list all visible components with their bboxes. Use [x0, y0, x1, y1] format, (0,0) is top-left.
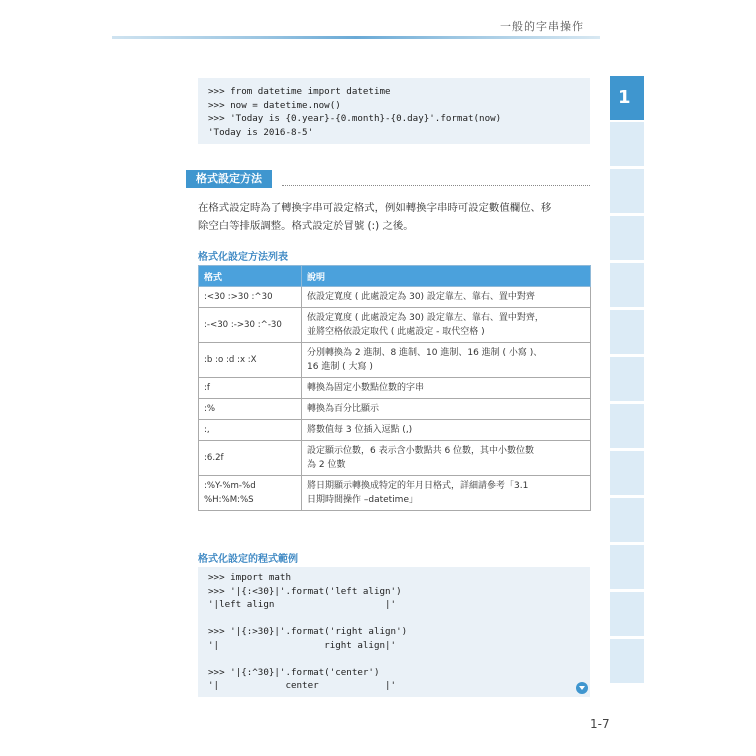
table-row: [199, 476, 591, 511]
description-cell: [302, 378, 591, 399]
format-cell: [199, 378, 302, 399]
code-line: [208, 612, 580, 626]
description-cell: [302, 399, 591, 420]
description-text: 將日期顯示轉換成特定的年月日格式，詳細請參考「3.1: [307, 481, 529, 491]
format-text: :<30 :>30 :^30: [204, 292, 273, 302]
table-row: [199, 378, 591, 399]
chapter-tab[interactable]: [610, 263, 644, 307]
format-cell: [199, 476, 302, 511]
section-title: 格式設定方法: [186, 170, 272, 188]
code-line: >>> from datetime import datetime: [208, 86, 391, 97]
chapter-tab-label: 1: [618, 87, 631, 108]
chapter-tab[interactable]: [610, 498, 644, 542]
format-text: :f: [204, 383, 210, 393]
format-cell: [199, 399, 302, 420]
paragraph-line: 在格式設定時為了轉換字串可設定格式，例如轉換字串時可設定數值欄位、移: [198, 202, 552, 214]
description-cell: [302, 441, 591, 476]
chapter-tab[interactable]: [610, 357, 644, 401]
chapter-tab[interactable]: [610, 404, 644, 448]
chapter-tab[interactable]: [610, 169, 644, 213]
chapter-tab[interactable]: [610, 639, 644, 683]
description-text: 轉換為百分比顯示: [307, 404, 380, 414]
section-heading: [186, 170, 590, 188]
code-line: '|left align |': [208, 599, 397, 610]
code-block-format-example: [198, 567, 590, 697]
running-header-title: 一般的字串操作: [500, 20, 584, 33]
description-text: 轉換為固定小數點位數的字串: [307, 383, 425, 393]
description-cell: [302, 308, 591, 343]
description-cell: [302, 287, 591, 308]
format-cell: [199, 308, 302, 343]
format-cell: [199, 441, 302, 476]
description-cell: [302, 476, 591, 511]
description-text: 日期時間操作 –datetime」: [307, 495, 418, 505]
code-line: [208, 652, 580, 666]
format-text: :%: [204, 404, 216, 414]
chapter-tab[interactable]: [610, 216, 644, 260]
description-text: 16 進制 ( 大寫 ): [307, 362, 373, 372]
description-text: 將數值每 3 位插入逗點 (,): [307, 425, 413, 435]
table-row: [199, 343, 591, 378]
table-row: [199, 287, 591, 308]
format-text: :6.2f: [204, 453, 224, 463]
header-rule: [112, 36, 600, 39]
description-text: 為 2 位數: [307, 460, 346, 470]
format-cell: [199, 343, 302, 378]
table-header-row: [199, 266, 591, 287]
format-text: %H:%M:%S: [204, 495, 254, 505]
description-text: 依設定寬度 ( 此處設定為 30) 設定靠左、靠右、置中對齊: [307, 292, 535, 302]
description-text: 並將空格依設定取代 ( 此處設定 - 取代空格 ): [307, 327, 485, 337]
table-row: [199, 420, 591, 441]
code-line: 'Today is 2016-8-5': [208, 126, 314, 138]
table-row: [199, 399, 591, 420]
code-line: >>> '|{:^30}|'.format('center'): [208, 666, 380, 678]
paragraph-line: 除空白等排版調整。格式設定於冒號 (:) 之後。: [198, 220, 414, 232]
chapter-tab[interactable]: [610, 592, 644, 636]
code-line: '| right align|': [208, 639, 397, 651]
column-header-format: 格式: [199, 266, 302, 287]
format-spec-table: [198, 265, 591, 511]
chapter-tab[interactable]: [610, 310, 644, 354]
chapter-tab[interactable]: [610, 545, 644, 589]
example-caption: 格式化設定的程式範例: [198, 554, 298, 565]
description-cell: [302, 420, 591, 441]
page-number: 1-7: [590, 717, 610, 731]
table-caption: 格式化設定方法列表: [198, 252, 288, 263]
intro-paragraph: [198, 199, 594, 235]
table-row: [199, 308, 591, 343]
code-line: >>> now = datetime.now(): [208, 99, 341, 111]
code-line: '| center |': [208, 680, 397, 691]
code-block-datetime: [198, 78, 590, 144]
format-text: :,: [204, 425, 210, 435]
column-header-description: 說明: [302, 266, 591, 287]
section-divider: [282, 185, 590, 186]
format-cell: [199, 420, 302, 441]
chapter-tab-active[interactable]: [610, 76, 644, 120]
table-row: [199, 441, 591, 476]
code-line: >>> 'Today is {0.year}-{0.month}-{0.day}'.format(now): [208, 113, 502, 124]
description-text: 依設定寬度 ( 此處設定為 30) 設定靠左、靠右、置中對齊，: [307, 313, 544, 323]
chapter-tab[interactable]: [610, 122, 644, 166]
continue-down-icon: [576, 682, 588, 694]
format-text: :b :o :d :x :X: [204, 355, 257, 365]
format-text: :-<30 :->30 :^-30: [204, 320, 282, 330]
description-cell: [302, 343, 591, 378]
chapter-tab[interactable]: [610, 451, 644, 495]
format-text: :%Y-%m-%d: [204, 481, 256, 491]
code-line: >>> '|{:<30}|'.format('left align'): [208, 585, 402, 597]
description-text: 設定顯示位數，6 表示含小數點共 6 位數，其中小數位數: [307, 446, 535, 456]
format-cell: [199, 287, 302, 308]
code-line: >>> import math: [208, 572, 291, 583]
description-text: 分別轉換為 2 進制、8 進制、10 進制、16 進制 ( 小寫 )、: [307, 348, 543, 358]
code-line: >>> '|{:>30}|'.format('right align'): [208, 626, 408, 637]
